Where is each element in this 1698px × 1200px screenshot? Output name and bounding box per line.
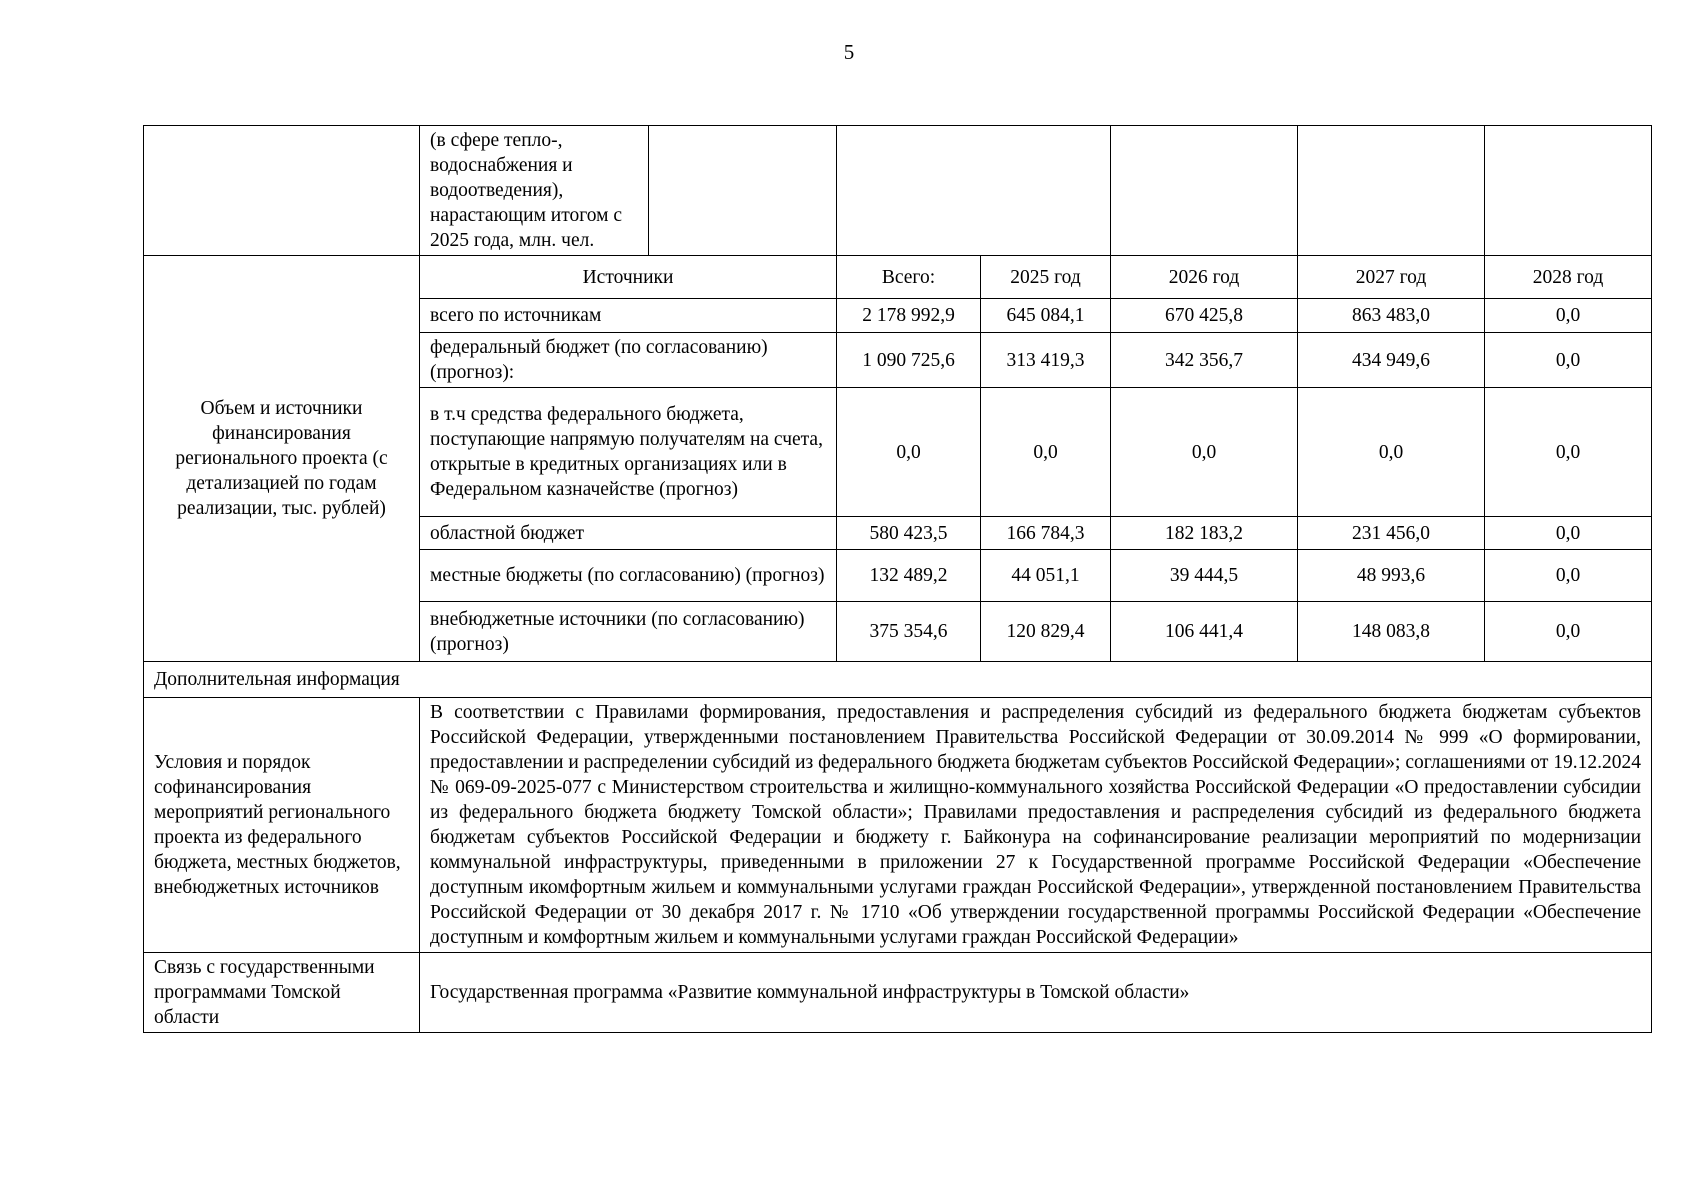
programs-text: Государственная программа «Развитие коммунальной инфраструктуры в Томской области» — [420, 953, 1652, 1033]
continuation-empty-cell — [837, 126, 1111, 256]
source-cell: в т.ч средства федерального бюджета, поступающие напрямую получателям на счета, открытые в кредитных организациях или в Федеральном казначействе (прогноз) — [420, 388, 837, 517]
page-number: 5 — [843, 40, 855, 64]
value-cell: 313 419,3 — [981, 333, 1111, 388]
continuation-empty-cell — [1485, 126, 1652, 256]
value-cell: 1 090 725,6 — [837, 333, 981, 388]
value-cell: 132 489,2 — [837, 550, 981, 602]
value-cell: 166 784,3 — [981, 517, 1111, 550]
source-cell: областной бюджет — [420, 517, 837, 550]
value-cell: 0,0 — [1485, 517, 1652, 550]
value-cell: 48 993,6 — [1298, 550, 1485, 602]
value-cell: 0,0 — [837, 388, 981, 517]
value-cell: 2 178 992,9 — [837, 299, 981, 333]
value-cell: 231 456,0 — [1298, 517, 1485, 550]
programs-label: Связь с государственными программами Томской области — [144, 953, 420, 1033]
value-cell: 670 425,8 — [1111, 299, 1298, 333]
value-cell: 434 949,6 — [1298, 333, 1485, 388]
value-cell: 0,0 — [1485, 299, 1652, 333]
additional-info-title: Дополнительная информация — [144, 662, 1652, 698]
value-cell: 0,0 — [1111, 388, 1298, 517]
source-cell: федеральный бюджет (по согласованию) (прогноз): — [420, 333, 837, 388]
value-cell: 0,0 — [1485, 388, 1652, 517]
source-cell: местные бюджеты (по согласованию) (прогноз) — [420, 550, 837, 602]
continuation-empty-cell — [1298, 126, 1485, 256]
continuation-text-cell: (в сфере тепло-, водоснабжения и водоотведения), нарастающим итогом с 2025 года, млн. чел. — [420, 126, 649, 256]
value-cell: 0,0 — [1485, 550, 1652, 602]
value-cell: 863 483,0 — [1298, 299, 1485, 333]
continuation-row — [144, 126, 1652, 256]
financing-header-row — [144, 256, 1652, 299]
value-cell: 106 441,4 — [1111, 602, 1298, 662]
value-cell: 148 083,8 — [1298, 602, 1485, 662]
header-2027: 2027 год — [1298, 256, 1485, 299]
continuation-empty-cell — [649, 126, 837, 256]
financing-label: Объем и источники финансирования регионального проекта (с детализацией по годам реализации, тыс. рублей) — [144, 256, 420, 662]
programs-row — [144, 953, 1652, 1033]
continuation-empty-cell — [1111, 126, 1298, 256]
value-cell: 0,0 — [981, 388, 1111, 517]
value-cell: 120 829,4 — [981, 602, 1111, 662]
header-sources: Источники — [420, 256, 837, 299]
header-2026: 2026 год — [1111, 256, 1298, 299]
value-cell: 375 354,6 — [837, 602, 981, 662]
value-cell: 0,0 — [1485, 333, 1652, 388]
value-cell: 39 444,5 — [1111, 550, 1298, 602]
cofinancing-label: Условия и порядок софинансирования мероприятий регионального проекта из федерального бюджета, местных бюджетов, внебюджетных источников — [144, 698, 420, 953]
header-total: Всего: — [837, 256, 981, 299]
header-2025: 2025 год — [981, 256, 1111, 299]
value-cell: 342 356,7 — [1111, 333, 1298, 388]
source-cell: всего по источникам — [420, 299, 837, 333]
value-cell: 0,0 — [1485, 602, 1652, 662]
value-cell: 645 084,1 — [981, 299, 1111, 333]
cofinancing-row — [144, 698, 1652, 953]
additional-info-row — [144, 662, 1652, 698]
header-2028: 2028 год — [1485, 256, 1652, 299]
value-cell: 580 423,5 — [837, 517, 981, 550]
continuation-empty-cell — [144, 126, 420, 256]
value-cell: 44 051,1 — [981, 550, 1111, 602]
value-cell: 182 183,2 — [1111, 517, 1298, 550]
passport-table — [143, 125, 1652, 1033]
cofinancing-text: В соответствии с Правилами формирования, предоставления и распределения субсидий из федерального бюджета бюджетам субъектов Российской Федерации, утвержденными постановлением Правительства Российской Федерации от 30.09.2014 № 999 «О формировании, предоставлении и распределении субсидий из федерального бюджета бюджетам субъектов Российской Федерации»; соглашениями от 19.12.2024 № 069-09-2025-077 с Министерством строительства и жилищно-коммунального хозяйства Российской Федерации «О предоставлении субсидии из федерального бюджета бюджету Томской области»; Правилами предоставления и распределения субсидий из федерального бюджета бюджетам субъектов Российской Федерации и бюджету г. Байконура на софинансирование реализации мероприятий по модернизации коммунальной инфраструктуры, приведенными в приложении 27 к Государственной программе Российской Федерации «Обеспечение доступным икомфортным жильем и коммунальными услугами граждан Российской Федерации», утвержденной постановлением Правительства Российской Федерации от 30 декабря 2017 г. № 1710 «Об утверждении государственной программы Российской Федерации «Обеспечение доступным и комфортным жильем и коммунальными услугами граждан Российской Федерации» — [420, 698, 1652, 953]
source-cell: внебюджетные источники (по согласованию) (прогноз) — [420, 602, 837, 662]
value-cell: 0,0 — [1298, 388, 1485, 517]
